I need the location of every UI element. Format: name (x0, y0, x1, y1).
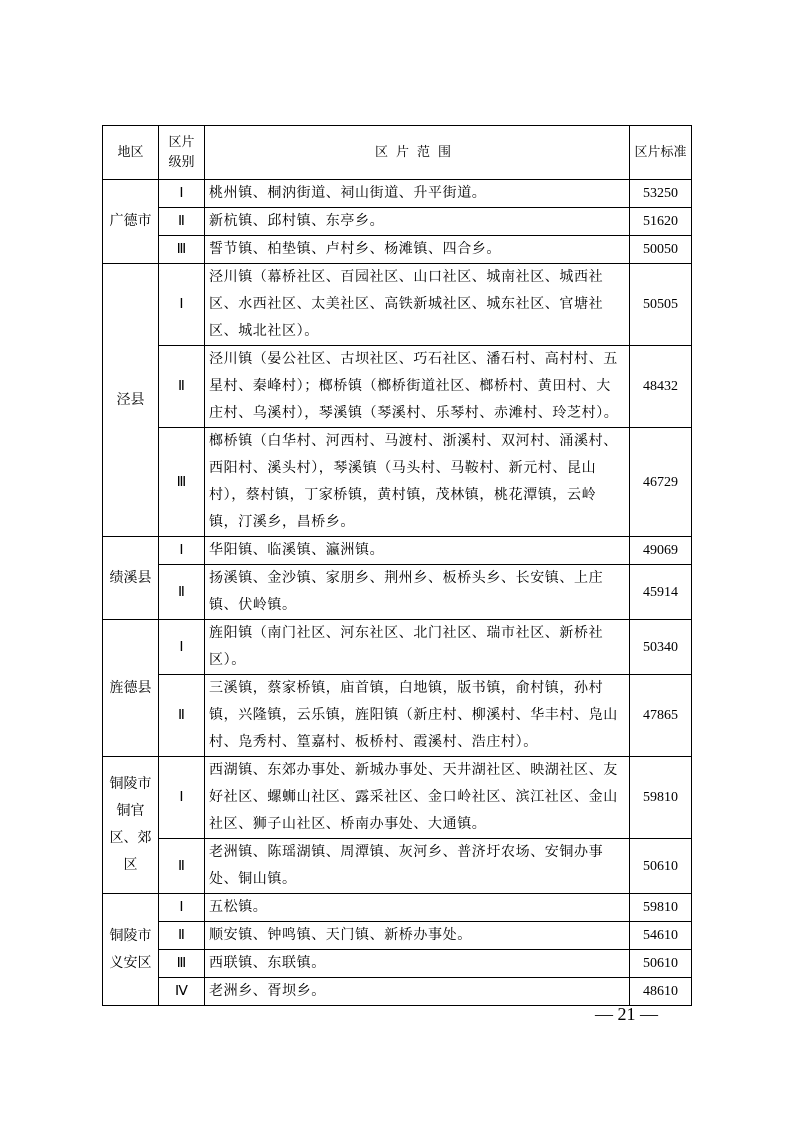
table-header-row (103, 126, 692, 180)
region-cell: 绩溪县 (103, 537, 159, 620)
level-cell: Ⅰ (159, 264, 205, 346)
price-cell: 50610 (630, 839, 692, 894)
price-cell: 50340 (630, 620, 692, 675)
price-cell: 54610 (630, 922, 692, 950)
price-cell: 50050 (630, 236, 692, 264)
scope-cell: 华阳镇、临溪镇、瀛洲镇。 (205, 537, 630, 565)
level-cell: Ⅰ (159, 180, 205, 208)
header-region: 地区 (103, 126, 159, 180)
price-cell: 48432 (630, 346, 692, 428)
table-row (103, 922, 692, 950)
table-row (103, 839, 692, 894)
price-cell: 50610 (630, 950, 692, 978)
price-cell: 53250 (630, 180, 692, 208)
level-cell: Ⅰ (159, 620, 205, 675)
table-row (103, 537, 692, 565)
scope-cell: 榔桥镇（白华村、河西村、马渡村、浙溪村、双河村、涌溪村、西阳村、溪头村），琴溪镇（马头村、马鞍村、新元村、昆山村），蔡村镇，丁家桥镇，黄村镇，茂林镇，桃花潭镇，云岭镇，汀溪乡，昌桥乡。 (205, 428, 630, 537)
price-cell: 59810 (630, 757, 692, 839)
price-cell: 47865 (630, 675, 692, 757)
land-price-zone-table (102, 125, 692, 1006)
level-cell: Ⅱ (159, 839, 205, 894)
level-cell: Ⅰ (159, 757, 205, 839)
level-cell: Ⅰ (159, 537, 205, 565)
page-number: — 21 — (595, 1004, 658, 1024)
scope-cell: 顺安镇、钟鸣镇、天门镇、新桥办事处。 (205, 922, 630, 950)
header-scope: 区片范围 (205, 126, 630, 180)
level-cell: Ⅰ (159, 894, 205, 922)
header-level: 区片级别 (159, 126, 205, 180)
table-row (103, 208, 692, 236)
scope-cell: 五松镇。 (205, 894, 630, 922)
table-row (103, 620, 692, 675)
price-cell: 45914 (630, 565, 692, 620)
level-cell: Ⅲ (159, 428, 205, 537)
level-cell: Ⅱ (159, 565, 205, 620)
price-cell: 51620 (630, 208, 692, 236)
table-row (103, 675, 692, 757)
scope-cell: 泾川镇（晏公社区、古坝社区、巧石社区、潘石村、高村村、五星村、秦峰村）；榔桥镇（榔桥街道社区、榔桥村、黄田村、大庄村、乌溪村），琴溪镇（琴溪村、乐琴村、赤滩村、玲芝村）。 (205, 346, 630, 428)
level-cell: Ⅳ (159, 978, 205, 1006)
price-cell: 59810 (630, 894, 692, 922)
header-price: 区片标准 (630, 126, 692, 180)
region-cell: 铜陵市铜官区、郊区 (103, 757, 159, 894)
scope-cell: 旌阳镇（南门社区、河东社区、北门社区、瑞市社区、新桥社区）。 (205, 620, 630, 675)
table-row (103, 950, 692, 978)
scope-cell: 誓节镇、柏垫镇、卢村乡、杨滩镇、四合乡。 (205, 236, 630, 264)
level-cell: Ⅱ (159, 675, 205, 757)
scope-cell: 新杭镇、邱村镇、东亭乡。 (205, 208, 630, 236)
price-cell: 46729 (630, 428, 692, 537)
price-cell: 50505 (630, 264, 692, 346)
price-cell: 49069 (630, 537, 692, 565)
table-row (103, 180, 692, 208)
level-cell: Ⅱ (159, 346, 205, 428)
level-cell: Ⅱ (159, 922, 205, 950)
scope-cell: 西湖镇、东郊办事处、新城办事处、天井湖社区、映湖社区、友好社区、螺蛳山社区、露采社区、金口岭社区、滨江社区、金山社区、狮子山社区、桥南办事处、大通镇。 (205, 757, 630, 839)
level-cell: Ⅱ (159, 208, 205, 236)
scope-cell: 西联镇、东联镇。 (205, 950, 630, 978)
level-cell: Ⅲ (159, 236, 205, 264)
table-row (103, 978, 692, 1006)
region-cell: 铜陵市义安区 (103, 894, 159, 1006)
table-row (103, 894, 692, 922)
scope-cell: 泾川镇（幕桥社区、百园社区、山口社区、城南社区、城西社区、水西社区、太美社区、高铁新城社区、城东社区、官塘社区、城北社区）。 (205, 264, 630, 346)
region-cell: 旌德县 (103, 620, 159, 757)
table-row (103, 565, 692, 620)
level-cell: Ⅲ (159, 950, 205, 978)
region-cell: 广德市 (103, 180, 159, 264)
table-row (103, 236, 692, 264)
scope-cell: 扬溪镇、金沙镇、家朋乡、荆州乡、板桥头乡、长安镇、上庄镇、伏岭镇。 (205, 565, 630, 620)
scope-cell: 老洲乡、胥坝乡。 (205, 978, 630, 1006)
scope-cell: 老洲镇、陈瑶湖镇、周潭镇、灰河乡、普济圩农场、安铜办事处、铜山镇。 (205, 839, 630, 894)
table-row (103, 757, 692, 839)
table-row (103, 428, 692, 537)
scope-cell: 三溪镇，蔡家桥镇，庙首镇，白地镇，版书镇，俞村镇，孙村镇，兴隆镇，云乐镇，旌阳镇（新庄村、柳溪村、华丰村、凫山村、凫秀村、篁嘉村、板桥村、霞溪村、浩庄村）。 (205, 675, 630, 757)
price-cell: 48610 (630, 978, 692, 1006)
scope-cell: 桃州镇、桐汭街道、祠山街道、升平街道。 (205, 180, 630, 208)
table-row (103, 346, 692, 428)
region-cell: 泾县 (103, 264, 159, 537)
table-row (103, 264, 692, 346)
